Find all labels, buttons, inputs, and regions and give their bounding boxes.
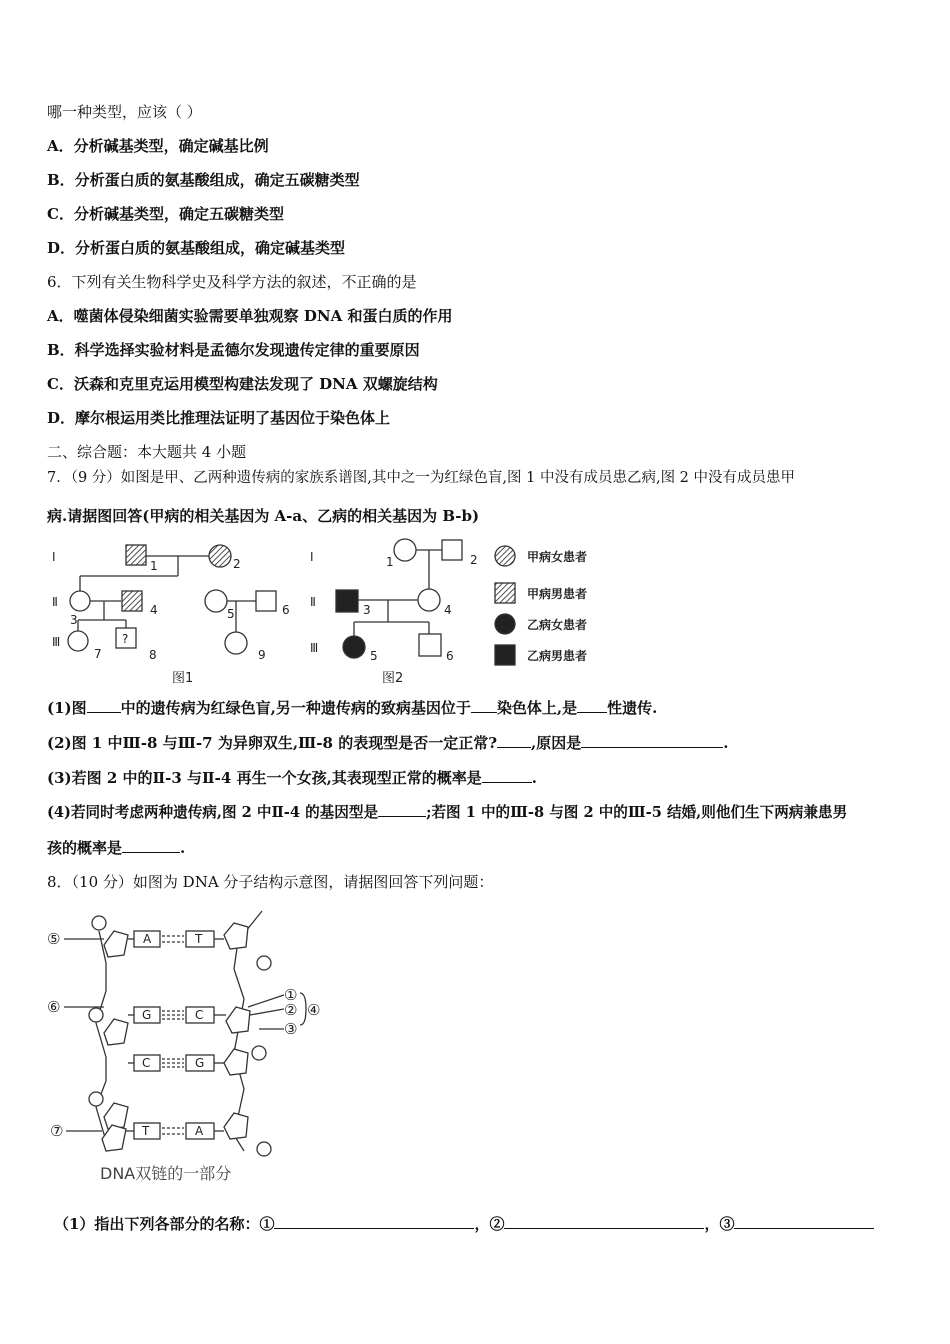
label-7: ⑦ — [50, 1122, 64, 1140]
answer-blank[interactable] — [577, 698, 607, 713]
fig1-num-2: 2 — [233, 557, 241, 571]
fig2-gen-label-1: Ⅰ — [310, 550, 314, 564]
fig2-num-3: 3 — [363, 603, 371, 617]
fig1-gen-label-1: Ⅰ — [52, 550, 56, 564]
fig1-unknown-mark: ? — [122, 632, 129, 646]
q5-option-b: B．分析蛋白质的氨基酸组成，确定五碳糖类型 — [47, 171, 360, 189]
base-a-right: A — [195, 1124, 204, 1138]
base-a-left: A — [143, 932, 152, 946]
legend-male-yi: 乙病男患者 — [527, 649, 588, 663]
answer-blank[interactable] — [734, 1214, 874, 1229]
answer-blank[interactable] — [581, 733, 723, 748]
fig1-gen-label-2: Ⅱ — [52, 595, 58, 609]
q6-option-d: D．摩尔根运用类比推理法证明了基因位于染色体上 — [47, 409, 391, 427]
answer-blank[interactable] — [471, 698, 497, 713]
fig2-gen-label-2: Ⅱ — [310, 595, 316, 609]
label-5: ⑤ — [47, 930, 61, 948]
fig1-num-7: 7 — [94, 647, 102, 661]
fig2-num-5: 5 — [370, 649, 378, 663]
label-4: ④ — [307, 1001, 321, 1019]
base-g-left: G — [142, 1008, 152, 1022]
q7-sub4-line2: 孩的概率是 . — [47, 839, 186, 857]
answer-blank[interactable] — [274, 1214, 474, 1229]
answer-blank[interactable] — [497, 733, 531, 748]
legend-male-jia: 甲病男患者 — [527, 587, 588, 601]
q7-stem-line1: 7．（9 分）如图是甲、乙两种遗传病的家族系谱图,其中之一为红绿色盲,图 1 中没有成员患乙病,图 2 中没有成员患甲 — [47, 470, 796, 486]
fig2-num-1: 1 — [386, 555, 394, 569]
dna-caption: DNA双链的一部分 — [100, 1164, 232, 1183]
q8-stem: 8．（10 分）如图为 DNA 分子结构示意图，请据图回答下列问题： — [47, 873, 494, 891]
base-c-right: C — [195, 1008, 204, 1022]
label-6: ⑥ — [47, 998, 61, 1016]
q6-option-c: C．沃森和克里克运用模型构建法发现了 DNA 双螺旋结构 — [47, 375, 438, 393]
q6-option-a: A．噬菌体侵染细菌实验需要单独观察 DNA 和蛋白质的作用 — [47, 307, 453, 325]
q7-sub1: (1)图 中的遗传病为红绿色盲,另一种遗传病的致病基因位于 染色体上,是 性遗传. — [47, 699, 658, 717]
answer-blank[interactable] — [122, 838, 180, 853]
q6-option-b: B．科学选择实验材料是孟德尔发现遗传定律的重要原因 — [47, 341, 420, 359]
base-g-right: G — [195, 1056, 205, 1070]
fig1-num-6: 6 — [282, 603, 290, 617]
section-heading: 二、综合题：本大题共 4 小题 — [47, 443, 247, 461]
fig2-caption: 图2 — [382, 671, 404, 686]
fig2-num-6: 6 — [446, 649, 454, 663]
label-1: ① — [284, 986, 298, 1004]
q5-option-d: D．分析蛋白质的氨基酸组成，确定碱基类型 — [47, 239, 346, 257]
fig1-num-5: 5 — [227, 607, 235, 621]
fig1-num-3: 3 — [70, 613, 78, 627]
answer-blank[interactable] — [87, 698, 121, 713]
fig1-caption: 图1 — [172, 671, 194, 686]
q5-option-c: C．分析碱基类型，确定五碳糖类型 — [47, 205, 284, 223]
base-t-left: T — [142, 1124, 150, 1138]
dna-figure — [44, 903, 334, 1188]
label-3: ③ — [284, 1020, 298, 1038]
answer-blank[interactable] — [482, 768, 532, 783]
pedigree-figure — [40, 536, 620, 686]
legend-female-jia: 甲病女患者 — [527, 550, 588, 564]
fig1-num-4: 4 — [150, 603, 158, 617]
q7-sub2: (2)图 1 中Ⅲ-8 与Ⅲ-7 为异卵双生,Ⅲ-8 的表现型是否一定正常? ,原因是 . — [47, 734, 729, 752]
q7-sub4: (4)若同时考虑两种遗传病,图 2 中Ⅱ-4 的基因型是 ;若图 1 中的Ⅲ-8 与图 2 中的Ⅲ-5 结婚,则他们生下两病兼患男 — [47, 804, 848, 821]
base-c-left: C — [142, 1056, 151, 1070]
q5-stem-tail: 哪一种类型，应该（ ） — [47, 103, 202, 121]
fig1-gen-label-3: Ⅲ — [52, 635, 61, 649]
q8-sub1: （1）指出下列各部分的名称：① ，② ，③ — [54, 1214, 874, 1234]
q7-sub3: (3)若图 2 中的Ⅱ-3 与Ⅱ-4 再生一个女孩,其表现型正常的概率是 . — [47, 769, 538, 787]
label-2: ② — [284, 1001, 298, 1019]
fig2-gen-label-3: Ⅲ — [310, 641, 319, 655]
base-t-right: T — [195, 932, 203, 946]
fig1-num-1: 1 — [150, 559, 158, 573]
legend-female-yi: 乙病女患者 — [527, 618, 588, 632]
answer-blank[interactable] — [504, 1214, 704, 1229]
answer-blank[interactable] — [378, 802, 426, 817]
fig2-num-4: 4 — [444, 603, 452, 617]
fig1-num-9: 9 — [258, 648, 266, 662]
fig1-num-8: 8 — [149, 648, 157, 662]
fig2-num-2: 2 — [470, 553, 478, 567]
q6-stem: 6．下列有关生物科学史及科学方法的叙述，不正确的是 — [47, 273, 417, 291]
q7-stem-line2: 病.请据图回答(甲病的相关基因为 A-a、乙病的相关基因为 B-b) — [47, 507, 480, 525]
q5-option-a: A．分析碱基类型，确定碱基比例 — [47, 137, 269, 155]
